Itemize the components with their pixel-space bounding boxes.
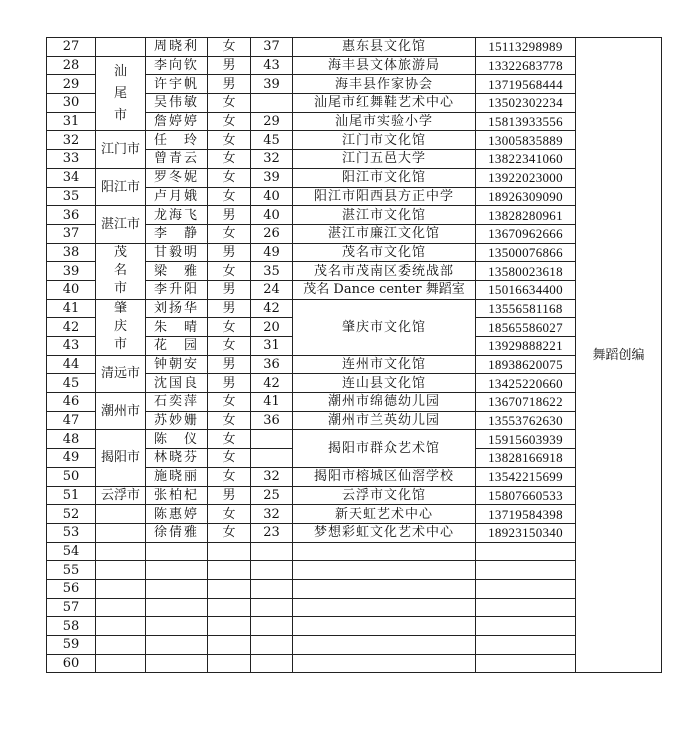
row-number: 42 xyxy=(47,318,96,337)
city-label-chaozhou: 潮州市 xyxy=(96,393,146,430)
city-cell xyxy=(96,56,146,131)
table-row xyxy=(47,299,662,318)
row-number: 30 xyxy=(47,94,96,113)
age-cell: 24 xyxy=(251,280,293,299)
city-cell xyxy=(96,636,146,655)
row-number: 37 xyxy=(47,224,96,243)
gender-cell xyxy=(208,654,251,673)
age-cell: 40 xyxy=(251,206,293,225)
row-number: 59 xyxy=(47,636,96,655)
organization-cell: 茂名市茂南区委统战部 xyxy=(293,262,476,281)
row-number: 31 xyxy=(47,112,96,131)
name-cell: 龙海飞 xyxy=(146,206,208,225)
organization-cell: 揭阳市群众艺术馆 xyxy=(293,430,476,467)
name-cell: 花 园 xyxy=(146,337,208,356)
row-number: 40 xyxy=(47,280,96,299)
age-cell: 43 xyxy=(251,56,293,75)
row-number: 33 xyxy=(47,150,96,169)
age-cell: 32 xyxy=(251,505,293,524)
gender-cell: 女 xyxy=(208,262,251,281)
phone-cell xyxy=(476,654,576,673)
name-cell xyxy=(146,654,208,673)
gender-cell: 女 xyxy=(208,411,251,430)
gender-cell xyxy=(208,561,251,580)
gender-cell xyxy=(208,636,251,655)
phone-cell: 15915603939 xyxy=(476,430,576,449)
row-number: 48 xyxy=(47,430,96,449)
city-cell xyxy=(96,523,146,542)
name-cell: 朱 晴 xyxy=(146,318,208,337)
row-number: 35 xyxy=(47,187,96,206)
age-cell: 45 xyxy=(251,131,293,150)
name-cell: 李升阳 xyxy=(146,280,208,299)
row-number: 56 xyxy=(47,579,96,598)
phone-cell: 13500076866 xyxy=(476,243,576,262)
table-row xyxy=(47,243,662,262)
row-number: 28 xyxy=(47,56,96,75)
age-cell: 25 xyxy=(251,486,293,505)
organization-cell: 惠东县文化馆 xyxy=(293,38,476,57)
table-row xyxy=(47,617,662,636)
organization-cell: 潮州市兰英幼儿园 xyxy=(293,411,476,430)
row-number: 58 xyxy=(47,617,96,636)
organization-cell: 湛江市文化馆 xyxy=(293,206,476,225)
organization-cell: 潮州市绵德幼儿园 xyxy=(293,393,476,412)
gender-cell: 女 xyxy=(208,94,251,113)
name-cell xyxy=(146,617,208,636)
name-cell: 苏妙姗 xyxy=(146,411,208,430)
age-cell xyxy=(251,598,293,617)
phone-cell xyxy=(476,598,576,617)
phone-cell: 13542215699 xyxy=(476,467,576,486)
organization-cell: 江门五邑大学 xyxy=(293,150,476,169)
table-row xyxy=(47,561,662,580)
name-cell: 任 玲 xyxy=(146,131,208,150)
phone-cell: 13553762630 xyxy=(476,411,576,430)
table-row xyxy=(47,636,662,655)
gender-cell: 女 xyxy=(208,318,251,337)
age-cell: 40 xyxy=(251,187,293,206)
row-number: 34 xyxy=(47,168,96,187)
city-cell xyxy=(96,617,146,636)
row-number: 38 xyxy=(47,243,96,262)
name-cell: 石奕萍 xyxy=(146,393,208,412)
age-cell: 32 xyxy=(251,150,293,169)
table-row xyxy=(47,38,662,57)
gender-cell: 女 xyxy=(208,112,251,131)
name-cell xyxy=(146,542,208,561)
phone-cell: 15113298989 xyxy=(476,38,576,57)
organization-cell: 肇庆市文化馆 xyxy=(293,299,476,355)
phone-cell: 13670962666 xyxy=(476,224,576,243)
organization-cell: 汕尾市红舞鞋艺术中心 xyxy=(293,94,476,113)
table-row xyxy=(47,505,662,524)
gender-cell: 男 xyxy=(208,374,251,393)
gender-cell xyxy=(208,542,251,561)
name-cell: 周晓利 xyxy=(146,38,208,57)
gender-cell: 女 xyxy=(208,337,251,356)
row-number: 57 xyxy=(47,598,96,617)
phone-cell: 13005835889 xyxy=(476,131,576,150)
gender-cell: 女 xyxy=(208,168,251,187)
city-label-yangjiang: 阳江市 xyxy=(96,168,146,205)
row-number: 43 xyxy=(47,337,96,356)
category-cell: 舞蹈创编 xyxy=(576,38,662,673)
name-cell: 卢月娥 xyxy=(146,187,208,206)
age-cell: 41 xyxy=(251,393,293,412)
name-cell: 李 静 xyxy=(146,224,208,243)
phone-cell: 18938620075 xyxy=(476,355,576,374)
city-cell xyxy=(96,654,146,673)
gender-cell: 女 xyxy=(208,150,251,169)
name-cell: 林晓芬 xyxy=(146,449,208,468)
gender-cell xyxy=(208,617,251,636)
organization-cell: 湛江市廉江文化馆 xyxy=(293,224,476,243)
city-cell xyxy=(96,38,146,57)
gender-cell: 男 xyxy=(208,280,251,299)
organization-cell xyxy=(293,561,476,580)
row-number: 51 xyxy=(47,486,96,505)
row-number: 60 xyxy=(47,654,96,673)
name-cell xyxy=(146,636,208,655)
name-cell xyxy=(146,561,208,580)
gender-cell: 女 xyxy=(208,467,251,486)
organization-cell: 茂名市文化馆 xyxy=(293,243,476,262)
city-label-jiangmen: 江门市 xyxy=(96,131,146,168)
gender-cell: 女 xyxy=(208,131,251,150)
gender-cell: 女 xyxy=(208,505,251,524)
organization-cell xyxy=(293,579,476,598)
gender-cell: 女 xyxy=(208,393,251,412)
city-cell xyxy=(96,598,146,617)
gender-cell: 女 xyxy=(208,224,251,243)
city-cell xyxy=(96,505,146,524)
row-number: 39 xyxy=(47,262,96,281)
row-number: 45 xyxy=(47,374,96,393)
table-row xyxy=(47,486,662,505)
organization-cell: 梦想彩虹文化艺术中心 xyxy=(293,523,476,542)
name-cell: 陈惠婷 xyxy=(146,505,208,524)
table-row xyxy=(47,131,662,150)
name-cell: 刘扬华 xyxy=(146,299,208,318)
name-cell: 詹婷婷 xyxy=(146,112,208,131)
age-cell: 26 xyxy=(251,224,293,243)
organization-cell xyxy=(293,654,476,673)
city-cell xyxy=(96,243,146,299)
organization-cell: 海丰县文体旅游局 xyxy=(293,56,476,75)
phone-cell: 13929888221 xyxy=(476,337,576,356)
age-cell: 36 xyxy=(251,355,293,374)
organization-cell: 连州市文化馆 xyxy=(293,355,476,374)
name-cell: 曾青云 xyxy=(146,150,208,169)
age-cell xyxy=(251,579,293,598)
phone-cell: 18565586027 xyxy=(476,318,576,337)
gender-cell: 女 xyxy=(208,430,251,449)
city-label-maoming: 茂名市 xyxy=(113,245,127,297)
row-number: 36 xyxy=(47,206,96,225)
table-row xyxy=(47,393,662,412)
gender-cell: 男 xyxy=(208,206,251,225)
table-row xyxy=(47,430,662,449)
phone-cell: 13670718622 xyxy=(476,393,576,412)
table-row xyxy=(47,654,662,673)
age-cell: 31 xyxy=(251,337,293,356)
roster-table xyxy=(46,37,662,673)
phone-cell: 15813933556 xyxy=(476,112,576,131)
name-cell: 甘毅明 xyxy=(146,243,208,262)
phone-cell: 13922023000 xyxy=(476,168,576,187)
table-row xyxy=(47,206,662,225)
name-cell: 徐倩雅 xyxy=(146,523,208,542)
organization-cell: 江门市文化馆 xyxy=(293,131,476,150)
age-cell xyxy=(251,654,293,673)
organization-cell: 云浮市文化馆 xyxy=(293,486,476,505)
gender-cell xyxy=(208,579,251,598)
phone-cell: 15016634400 xyxy=(476,280,576,299)
organization-cell xyxy=(293,542,476,561)
phone-cell: 15807660533 xyxy=(476,486,576,505)
age-cell xyxy=(251,449,293,468)
phone-cell xyxy=(476,636,576,655)
row-number: 44 xyxy=(47,355,96,374)
organization-cell: 新天虹艺术中心 xyxy=(293,505,476,524)
table-row xyxy=(47,168,662,187)
city-label-zhaoqing: 肇庆市 xyxy=(113,301,127,353)
name-cell: 吴伟敏 xyxy=(146,94,208,113)
age-cell xyxy=(251,561,293,580)
row-number: 46 xyxy=(47,393,96,412)
age-cell: 35 xyxy=(251,262,293,281)
gender-cell: 女 xyxy=(208,38,251,57)
organization-cell: 汕尾市实验小学 xyxy=(293,112,476,131)
age-cell: 20 xyxy=(251,318,293,337)
phone-cell: 13822341060 xyxy=(476,150,576,169)
city-label-shanwei: 汕尾市 xyxy=(113,63,127,123)
phone-cell xyxy=(476,561,576,580)
table-row xyxy=(47,598,662,617)
gender-cell: 男 xyxy=(208,355,251,374)
organization-cell xyxy=(293,598,476,617)
city-cell xyxy=(96,542,146,561)
phone-cell xyxy=(476,617,576,636)
phone-cell: 13502302234 xyxy=(476,94,576,113)
name-cell: 陈 仪 xyxy=(146,430,208,449)
name-cell: 许宇帆 xyxy=(146,75,208,94)
age-cell: 29 xyxy=(251,112,293,131)
gender-cell xyxy=(208,598,251,617)
row-number: 47 xyxy=(47,411,96,430)
row-number: 41 xyxy=(47,299,96,318)
phone-cell: 13719568444 xyxy=(476,75,576,94)
age-cell xyxy=(251,617,293,636)
gender-cell: 男 xyxy=(208,243,251,262)
table-row xyxy=(47,542,662,561)
age-cell: 32 xyxy=(251,467,293,486)
row-number: 53 xyxy=(47,523,96,542)
table-row xyxy=(47,523,662,542)
city-label-zhanjiang: 湛江市 xyxy=(96,206,146,243)
row-number: 27 xyxy=(47,38,96,57)
age-cell xyxy=(251,94,293,113)
city-cell xyxy=(96,299,146,355)
gender-cell: 男 xyxy=(208,486,251,505)
row-number: 55 xyxy=(47,561,96,580)
phone-cell: 13719584398 xyxy=(476,505,576,524)
phone-cell: 13580023618 xyxy=(476,262,576,281)
phone-cell: 13322683778 xyxy=(476,56,576,75)
age-cell: 42 xyxy=(251,299,293,318)
table-row xyxy=(47,56,662,75)
organization-cell: 连山县文化馆 xyxy=(293,374,476,393)
organization-cell: 海丰县作家协会 xyxy=(293,75,476,94)
phone-cell: 18923150340 xyxy=(476,523,576,542)
name-cell: 罗冬妮 xyxy=(146,168,208,187)
age-cell: 23 xyxy=(251,523,293,542)
city-cell xyxy=(96,579,146,598)
city-label-jieyang: 揭阳市 xyxy=(96,430,146,486)
table-row xyxy=(47,579,662,598)
organization-cell: 揭阳市榕城区仙滘学校 xyxy=(293,467,476,486)
phone-cell: 13556581168 xyxy=(476,299,576,318)
city-label-qingyuan: 清远市 xyxy=(96,355,146,392)
organization-cell: 阳江市文化馆 xyxy=(293,168,476,187)
organization-cell xyxy=(293,636,476,655)
gender-cell: 男 xyxy=(208,299,251,318)
phone-cell: 13828280961 xyxy=(476,206,576,225)
row-number: 32 xyxy=(47,131,96,150)
name-cell xyxy=(146,598,208,617)
phone-cell: 13425220660 xyxy=(476,374,576,393)
row-number: 29 xyxy=(47,75,96,94)
name-cell: 钟朝安 xyxy=(146,355,208,374)
age-cell xyxy=(251,636,293,655)
name-cell: 李向钦 xyxy=(146,56,208,75)
organization-cell xyxy=(293,617,476,636)
age-cell xyxy=(251,542,293,561)
age-cell xyxy=(251,430,293,449)
city-label-yunfu: 云浮市 xyxy=(96,486,146,505)
gender-cell: 女 xyxy=(208,187,251,206)
age-cell: 49 xyxy=(251,243,293,262)
name-cell: 沈国良 xyxy=(146,374,208,393)
row-number: 54 xyxy=(47,542,96,561)
name-cell: 施晓丽 xyxy=(146,467,208,486)
gender-cell: 女 xyxy=(208,449,251,468)
age-cell: 42 xyxy=(251,374,293,393)
age-cell: 39 xyxy=(251,75,293,94)
gender-cell: 男 xyxy=(208,56,251,75)
row-number: 49 xyxy=(47,449,96,468)
phone-cell: 18926309090 xyxy=(476,187,576,206)
name-cell: 梁 雅 xyxy=(146,262,208,281)
age-cell: 36 xyxy=(251,411,293,430)
age-cell: 37 xyxy=(251,38,293,57)
table-row xyxy=(47,355,662,374)
phone-cell: 13828166918 xyxy=(476,449,576,468)
phone-cell xyxy=(476,579,576,598)
city-cell xyxy=(96,561,146,580)
age-cell: 39 xyxy=(251,168,293,187)
row-number: 50 xyxy=(47,467,96,486)
phone-cell xyxy=(476,542,576,561)
gender-cell: 女 xyxy=(208,523,251,542)
gender-cell: 男 xyxy=(208,75,251,94)
name-cell xyxy=(146,579,208,598)
organization-cell: 茂名 Dance center 舞蹈室 xyxy=(293,280,476,299)
name-cell: 张柏杞 xyxy=(146,486,208,505)
organization-cell: 阳江市阳西县方正中学 xyxy=(293,187,476,206)
row-number: 52 xyxy=(47,505,96,524)
